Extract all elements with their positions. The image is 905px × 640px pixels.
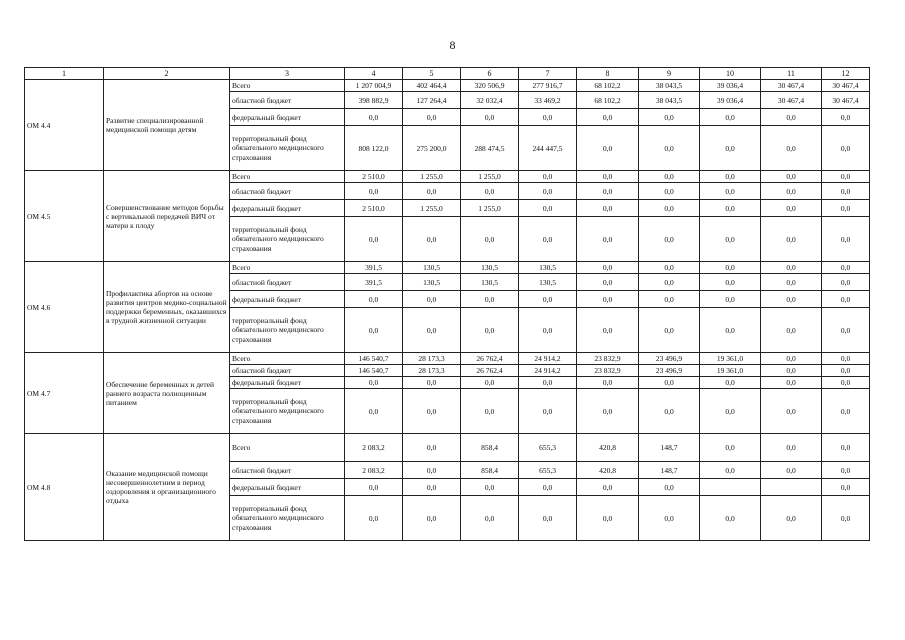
value-cell: 0,0	[700, 274, 761, 291]
value-cell: 0,0	[519, 479, 577, 496]
value-cell: 23 832,9	[577, 365, 639, 377]
value-cell: 275 200,0	[403, 126, 461, 171]
value-cell: 0,0	[700, 126, 761, 171]
event-name: Обеспечение беременных и детей раннего возраста полноценным питанием	[104, 353, 230, 434]
value-cell	[700, 479, 761, 496]
value-cell: 0,0	[761, 434, 822, 462]
value-cell: 277 916,7	[519, 80, 577, 92]
value-cell: 288 474,5	[461, 126, 519, 171]
value-cell: 0,0	[519, 389, 577, 434]
value-cell: 0,0	[403, 183, 461, 200]
value-cell: 130,5	[403, 274, 461, 291]
column-header-7: 7	[519, 68, 577, 80]
value-cell: 0,0	[822, 126, 870, 171]
value-cell: 0,0	[403, 389, 461, 434]
value-cell: 0,0	[403, 434, 461, 462]
value-cell: 38 043,5	[639, 92, 700, 109]
value-cell: 0,0	[403, 496, 461, 541]
event-code: ОМ 4.5	[25, 171, 104, 262]
value-cell: 148,7	[639, 434, 700, 462]
value-cell: 23 832,9	[577, 353, 639, 365]
value-cell: 0,0	[822, 171, 870, 183]
value-cell: 0,0	[761, 183, 822, 200]
value-cell: 0,0	[345, 496, 403, 541]
value-cell: 0,0	[761, 200, 822, 217]
value-cell: 19 361,0	[700, 365, 761, 377]
event-code: ОМ 4.8	[25, 434, 104, 541]
value-cell: 0,0	[639, 262, 700, 274]
value-cell: 146 540,7	[345, 353, 403, 365]
value-cell: 0,0	[700, 377, 761, 389]
value-cell: 0,0	[761, 353, 822, 365]
value-cell: 0,0	[822, 109, 870, 126]
value-cell: 0,0	[639, 126, 700, 171]
value-cell: 148,7	[639, 462, 700, 479]
value-cell: 0,0	[761, 365, 822, 377]
value-cell: 0,0	[519, 291, 577, 308]
value-cell: 0,0	[403, 109, 461, 126]
value-cell: 24 914,2	[519, 365, 577, 377]
value-cell: 0,0	[519, 496, 577, 541]
value-cell: 0,0	[639, 183, 700, 200]
value-cell: 130,5	[461, 274, 519, 291]
value-cell: 0,0	[700, 434, 761, 462]
value-cell: 0,0	[403, 308, 461, 353]
value-cell: 146 540,7	[345, 365, 403, 377]
value-cell: 0,0	[700, 462, 761, 479]
value-cell: 0,0	[639, 496, 700, 541]
value-cell: 0,0	[700, 389, 761, 434]
funding-source: Всего	[230, 80, 345, 92]
column-header-2: 2	[104, 68, 230, 80]
value-cell: 30 467,4	[822, 80, 870, 92]
value-cell: 0,0	[403, 462, 461, 479]
value-cell: 0,0	[761, 109, 822, 126]
value-cell: 0,0	[700, 291, 761, 308]
value-cell: 402 464,4	[403, 80, 461, 92]
table-body	[25, 80, 870, 541]
value-cell: 0,0	[700, 183, 761, 200]
funding-source: Всего	[230, 171, 345, 183]
value-cell: 1 255,0	[461, 171, 519, 183]
funding-source: Всего	[230, 262, 345, 274]
value-cell: 0,0	[761, 389, 822, 434]
value-cell: 0,0	[822, 462, 870, 479]
value-cell: 1 255,0	[403, 171, 461, 183]
value-cell: 0,0	[519, 183, 577, 200]
value-cell: 68 102,2	[577, 80, 639, 92]
value-cell: 0,0	[700, 109, 761, 126]
value-cell: 0,0	[345, 217, 403, 262]
value-cell: 0,0	[345, 183, 403, 200]
value-cell: 0,0	[577, 262, 639, 274]
value-cell: 0,0	[639, 217, 700, 262]
value-cell: 0,0	[577, 308, 639, 353]
value-cell: 0,0	[577, 126, 639, 171]
column-header-1: 1	[25, 68, 104, 80]
value-cell: 0,0	[822, 183, 870, 200]
value-cell: 0,0	[700, 496, 761, 541]
value-cell: 0,0	[461, 479, 519, 496]
value-cell: 2 510,0	[345, 171, 403, 183]
value-cell: 0,0	[519, 200, 577, 217]
value-cell: 0,0	[639, 479, 700, 496]
table-row	[25, 434, 870, 462]
value-cell: 0,0	[345, 308, 403, 353]
value-cell: 0,0	[639, 274, 700, 291]
value-cell: 420,8	[577, 434, 639, 462]
funding-source: областной бюджет	[230, 92, 345, 109]
value-cell: 0,0	[761, 308, 822, 353]
value-cell: 0,0	[639, 377, 700, 389]
value-cell: 32 032,4	[461, 92, 519, 109]
value-cell: 398 882,9	[345, 92, 403, 109]
value-cell: 130,5	[403, 262, 461, 274]
event-name: Совершенствование методов борьбы с вертикальной передачей ВИЧ от матери к плоду	[104, 171, 230, 262]
column-header-8: 8	[577, 68, 639, 80]
value-cell: 33 469,2	[519, 92, 577, 109]
value-cell: 0,0	[577, 291, 639, 308]
value-cell: 0,0	[822, 274, 870, 291]
value-cell: 858,4	[461, 434, 519, 462]
value-cell: 655,3	[519, 434, 577, 462]
value-cell: 0,0	[519, 377, 577, 389]
funding-source: федеральный бюджет	[230, 200, 345, 217]
value-cell: 0,0	[519, 109, 577, 126]
value-cell: 391,5	[345, 262, 403, 274]
value-cell: 0,0	[700, 217, 761, 262]
value-cell	[761, 479, 822, 496]
value-cell: 68 102,2	[577, 92, 639, 109]
funding-source: территориальный фонд обязательного медицинского страхования	[230, 308, 345, 353]
event-name: Профилактика абортов на основе развития центров медико-социальной поддержки беременных, оказавшихся в трудной жизненной ситуации	[104, 262, 230, 353]
value-cell: 858,4	[461, 462, 519, 479]
value-cell: 2 083,2	[345, 462, 403, 479]
value-cell: 0,0	[519, 308, 577, 353]
value-cell: 0,0	[822, 353, 870, 365]
value-cell: 0,0	[761, 171, 822, 183]
value-cell: 0,0	[761, 377, 822, 389]
funding-source: территориальный фонд обязательного медицинского страхования	[230, 217, 345, 262]
table-row	[25, 171, 870, 183]
funding-source: областной бюджет	[230, 274, 345, 291]
funding-source: федеральный бюджет	[230, 479, 345, 496]
funding-source: территориальный фонд обязательного медицинского страхования	[230, 496, 345, 541]
value-cell: 0,0	[345, 479, 403, 496]
value-cell: 23 496,9	[639, 353, 700, 365]
table-row	[25, 262, 870, 274]
value-cell: 0,0	[700, 262, 761, 274]
value-cell: 0,0	[519, 171, 577, 183]
value-cell: 0,0	[700, 200, 761, 217]
value-cell: 0,0	[822, 389, 870, 434]
value-cell: 0,0	[822, 291, 870, 308]
value-cell: 0,0	[761, 291, 822, 308]
column-header-5: 5	[403, 68, 461, 80]
funding-source: территориальный фонд обязательного медицинского страхования	[230, 389, 345, 434]
value-cell: 0,0	[345, 109, 403, 126]
value-cell: 1 207 004,9	[345, 80, 403, 92]
value-cell: 26 762,4	[461, 365, 519, 377]
funding-source: Всего	[230, 434, 345, 462]
value-cell: 0,0	[577, 171, 639, 183]
value-cell: 0,0	[822, 200, 870, 217]
value-cell: 0,0	[822, 217, 870, 262]
value-cell: 808 122,0	[345, 126, 403, 171]
value-cell: 0,0	[639, 200, 700, 217]
event-code: ОМ 4.4	[25, 80, 104, 171]
value-cell: 0,0	[403, 291, 461, 308]
value-cell: 0,0	[403, 377, 461, 389]
event-code: ОМ 4.6	[25, 262, 104, 353]
value-cell: 0,0	[461, 291, 519, 308]
value-cell: 0,0	[822, 308, 870, 353]
value-cell: 0,0	[822, 377, 870, 389]
value-cell: 0,0	[577, 479, 639, 496]
value-cell: 0,0	[461, 183, 519, 200]
value-cell: 0,0	[345, 377, 403, 389]
value-cell: 0,0	[577, 496, 639, 541]
value-cell: 0,0	[822, 434, 870, 462]
page-number: 8	[449, 38, 456, 52]
value-cell: 30 467,4	[761, 80, 822, 92]
value-cell: 0,0	[577, 109, 639, 126]
value-cell: 28 173,3	[403, 365, 461, 377]
value-cell: 0,0	[761, 262, 822, 274]
value-cell: 0,0	[639, 291, 700, 308]
column-header-11: 11	[761, 68, 822, 80]
value-cell: 391,5	[345, 274, 403, 291]
value-cell: 30 467,4	[761, 92, 822, 109]
value-cell: 0,0	[822, 496, 870, 541]
funding-source: территориальный фонд обязательного медицинского страхования	[230, 126, 345, 171]
column-header-12: 12	[822, 68, 870, 80]
funding-source: областной бюджет	[230, 462, 345, 479]
value-cell: 655,3	[519, 462, 577, 479]
value-cell: 130,5	[519, 274, 577, 291]
value-cell: 0,0	[639, 389, 700, 434]
value-cell: 1 255,0	[403, 200, 461, 217]
value-cell: 0,0	[577, 217, 639, 262]
table-row	[25, 353, 870, 365]
budget-table	[24, 67, 870, 541]
value-cell: 0,0	[461, 308, 519, 353]
value-cell: 0,0	[577, 200, 639, 217]
value-cell: 0,0	[639, 171, 700, 183]
value-cell: 0,0	[345, 291, 403, 308]
value-cell: 0,0	[761, 126, 822, 171]
value-cell: 19 361,0	[700, 353, 761, 365]
table-row	[25, 80, 870, 92]
value-cell: 0,0	[639, 308, 700, 353]
column-header-4: 4	[345, 68, 403, 80]
value-cell: 39 036,4	[700, 92, 761, 109]
value-cell: 26 762,4	[461, 353, 519, 365]
value-cell: 0,0	[761, 462, 822, 479]
value-cell: 0,0	[345, 389, 403, 434]
value-cell: 0,0	[639, 109, 700, 126]
value-cell: 23 496,9	[639, 365, 700, 377]
value-cell: 38 043,5	[639, 80, 700, 92]
value-cell: 30 467,4	[822, 92, 870, 109]
value-cell: 2 510,0	[345, 200, 403, 217]
value-cell: 0,0	[461, 496, 519, 541]
value-cell: 320 506,9	[461, 80, 519, 92]
value-cell: 0,0	[577, 183, 639, 200]
value-cell: 0,0	[403, 217, 461, 262]
column-header-10: 10	[700, 68, 761, 80]
value-cell: 0,0	[461, 389, 519, 434]
value-cell: 244 447,5	[519, 126, 577, 171]
value-cell: 24 914,2	[519, 353, 577, 365]
event-name: Оказание медицинской помощи несовершеннолетним в период оздоровления и организационного отдыха	[104, 434, 230, 541]
value-cell: 1 255,0	[461, 200, 519, 217]
value-cell: 0,0	[822, 365, 870, 377]
value-cell: 0,0	[461, 217, 519, 262]
value-cell: 0,0	[403, 479, 461, 496]
value-cell: 0,0	[822, 262, 870, 274]
funding-source: федеральный бюджет	[230, 109, 345, 126]
value-cell: 0,0	[761, 217, 822, 262]
value-cell: 2 083,2	[345, 434, 403, 462]
value-cell: 0,0	[761, 496, 822, 541]
value-cell: 28 173,3	[403, 353, 461, 365]
column-header-6: 6	[461, 68, 519, 80]
event-name: Развитие специализированной медицинской помощи детям	[104, 80, 230, 171]
value-cell: 39 036,4	[700, 80, 761, 92]
value-cell: 0,0	[461, 109, 519, 126]
value-cell: 0,0	[577, 389, 639, 434]
value-cell: 0,0	[577, 274, 639, 291]
column-header-3: 3	[230, 68, 345, 80]
value-cell: 0,0	[461, 377, 519, 389]
funding-source: федеральный бюджет	[230, 377, 345, 389]
funding-source: областной бюджет	[230, 183, 345, 200]
value-cell: 0,0	[519, 217, 577, 262]
value-cell: 0,0	[577, 377, 639, 389]
header-row	[25, 68, 870, 80]
value-cell: 127 264,4	[403, 92, 461, 109]
value-cell: 130,5	[461, 262, 519, 274]
value-cell: 420,8	[577, 462, 639, 479]
column-header-9: 9	[639, 68, 700, 80]
value-cell: 0,0	[822, 479, 870, 496]
funding-source: областной бюджет	[230, 365, 345, 377]
value-cell: 130,5	[519, 262, 577, 274]
event-code: ОМ 4.7	[25, 353, 104, 434]
funding-source: федеральный бюджет	[230, 291, 345, 308]
funding-source: Всего	[230, 353, 345, 365]
value-cell: 0,0	[761, 274, 822, 291]
value-cell: 0,0	[700, 308, 761, 353]
value-cell: 0,0	[700, 171, 761, 183]
